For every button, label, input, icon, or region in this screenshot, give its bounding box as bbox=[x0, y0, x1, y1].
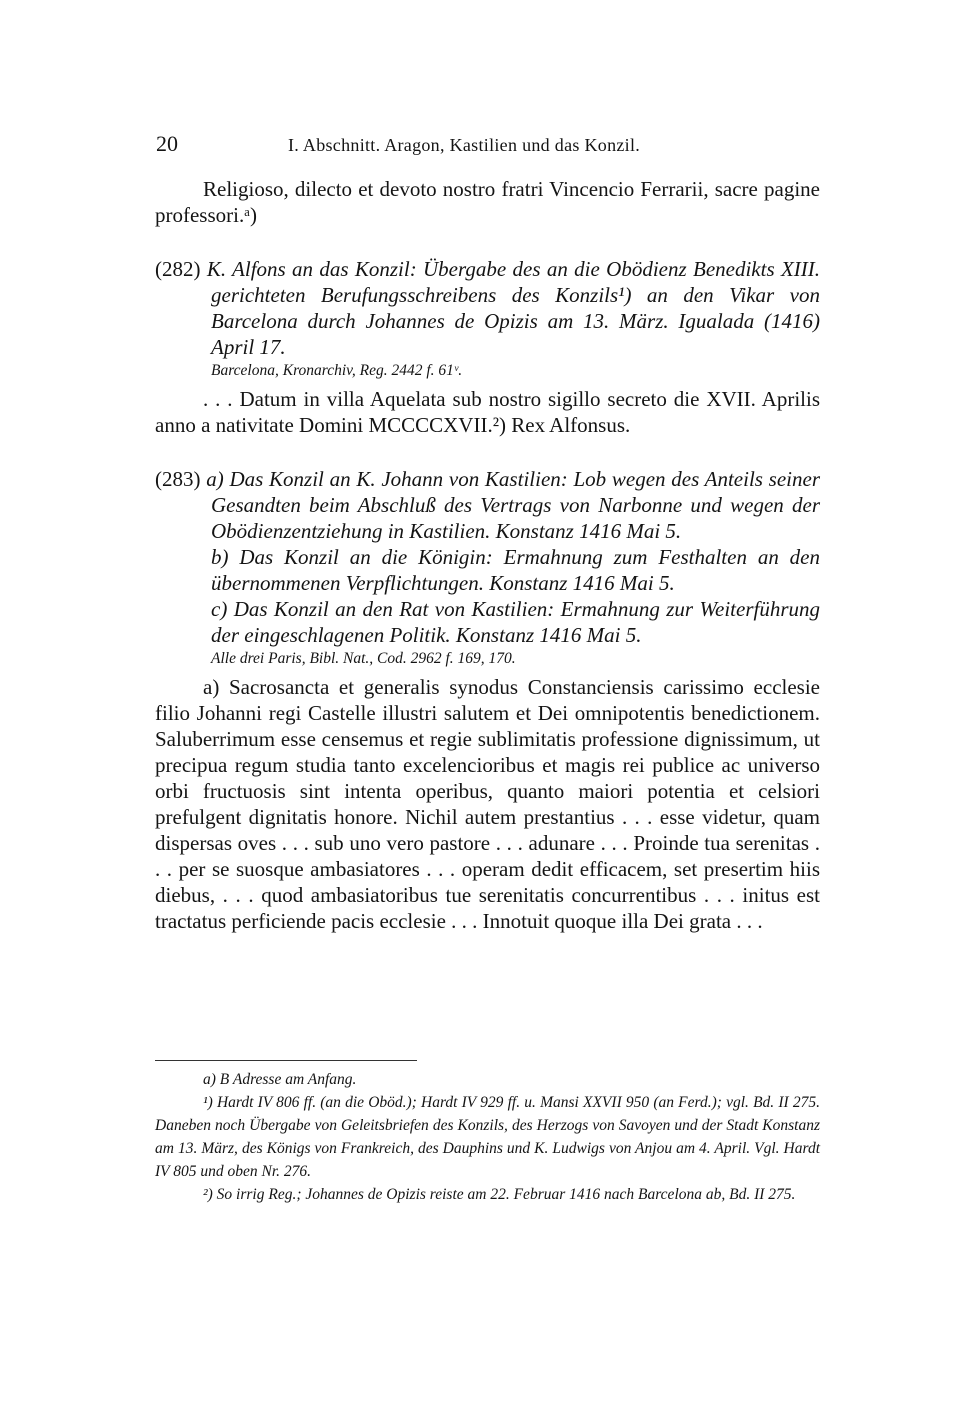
footnote-rule bbox=[155, 1060, 417, 1061]
running-header bbox=[156, 131, 816, 161]
footnote-1: ¹) Hardt IV 806 ff. (an die Oböd.); Hardt IV 929 ff. u. Mansi XXVII 950 (an Ferd.); vgl. Bd. II 275. Daneben noch Übergabe von Geleitsbriefen des Konzils, des Herzogs von Savoyen und der Stadt Konstanz am 13. März, des Königs von Frankreich, des Dauphins und K. Ludwigs von Anjou am 4. April. Vgl. Hardt IV 805 und oben Nr. 276. bbox=[155, 1094, 820, 1180]
entry-282-source: Barcelona, Kronarchiv, Reg. 2442 f. 61ᵛ. bbox=[211, 362, 463, 379]
entry-283-heading bbox=[155, 466, 820, 544]
entry-283-text: a) Sacrosancta et generalis synodus Constanciensis carissimo ecclesie filio Johanni regi Castelle illustri salutem et Dei omnipotentis benedictionem. Saluberrimum esse censemus et regie sublimitatis professione dignissimum, ut precipua regum studia tanto excelencioribus et magis rei publice ac universo orbi fructuosis sint intenta operibus, quanto maiori potentia et celsiori prefulgent dignitatis honore. Nichil autem prestantius . . . esse videtur, quam dispersas oves . . . sub uno vero pastore . . . adunare . . . Proinde tua serenitas . . . per se suosque ambasiatores . . . operam dedit efficacem, set presertim hiis diebus, . . . quod ambasiatoribus tue serenitatis concurrentibus . . . initus est tractatus perficiende pacis ecclesie . . . Innotuit quoque illa Dei grata . . . bbox=[155, 675, 820, 933]
entry-282-number: (282) bbox=[155, 257, 201, 281]
address-line: Religioso, dilecto et devoto nostro fratri Vincencio Ferrarii, sacre pagine professori.ᵃ) bbox=[155, 177, 820, 227]
previous-entry-end bbox=[155, 176, 820, 228]
page-number: 20 bbox=[156, 131, 178, 156]
running-title: I. Abschnitt. Aragon, Kastilien und das Konzil. bbox=[288, 135, 641, 155]
entry-282 bbox=[155, 256, 820, 438]
footnotes bbox=[155, 1068, 820, 1206]
entry-283 bbox=[155, 466, 820, 934]
entry-283-number: (283) bbox=[155, 467, 201, 491]
entry-282-text: . . . Datum in villa Aquelata sub nostro sigillo secreto die XVII. Aprilis anno a nativitate Domini MCCCCXVII.²) Rex Alfonsus. bbox=[155, 387, 820, 437]
footnote-2: ²) So irrig Reg.; Johannes de Opizis reiste am 22. Februar 1416 nach Barcelona ab, Bd. II 275. bbox=[203, 1186, 796, 1203]
entry-282-heading-text: K. Alfons an das Konzil: Übergabe des an die Obödienz Benedikts XIII. gerichteten Berufungsschreibens des Konzils¹) an den Vikar von Barcelona durch Johannes de Opizis am 13. März. Igualada (1416) April 17. bbox=[206, 257, 820, 359]
entry-283-source: Alle drei Paris, Bibl. Nat., Cod. 2962 f. 169, 170. bbox=[211, 650, 516, 667]
entry-283-heading-a: a) Das Konzil an K. Johann von Kastilien: Lob wegen des Anteils seiner Gesandten beim Abschluß des Vertrags von Narbonne und wegen der Obödienzentziehung in Kastilien. Konstanz 1416 Mai 5. bbox=[206, 467, 820, 543]
entry-282-heading bbox=[155, 256, 820, 360]
entry-283-heading-b: b) Das Konzil an die Königin: Ermahnung zum Festhalten an den übernommenen Verpflichtungen. Konstanz 1416 Mai 5. bbox=[211, 545, 820, 595]
footnote-a: a) B Adresse am Anfang. bbox=[203, 1071, 357, 1088]
entry-283-heading-c: c) Das Konzil an den Rat von Kastilien: Ermahnung zur Weiterführung der eingeschlagenen Politik. Konstanz 1416 Mai 5. bbox=[211, 597, 820, 647]
